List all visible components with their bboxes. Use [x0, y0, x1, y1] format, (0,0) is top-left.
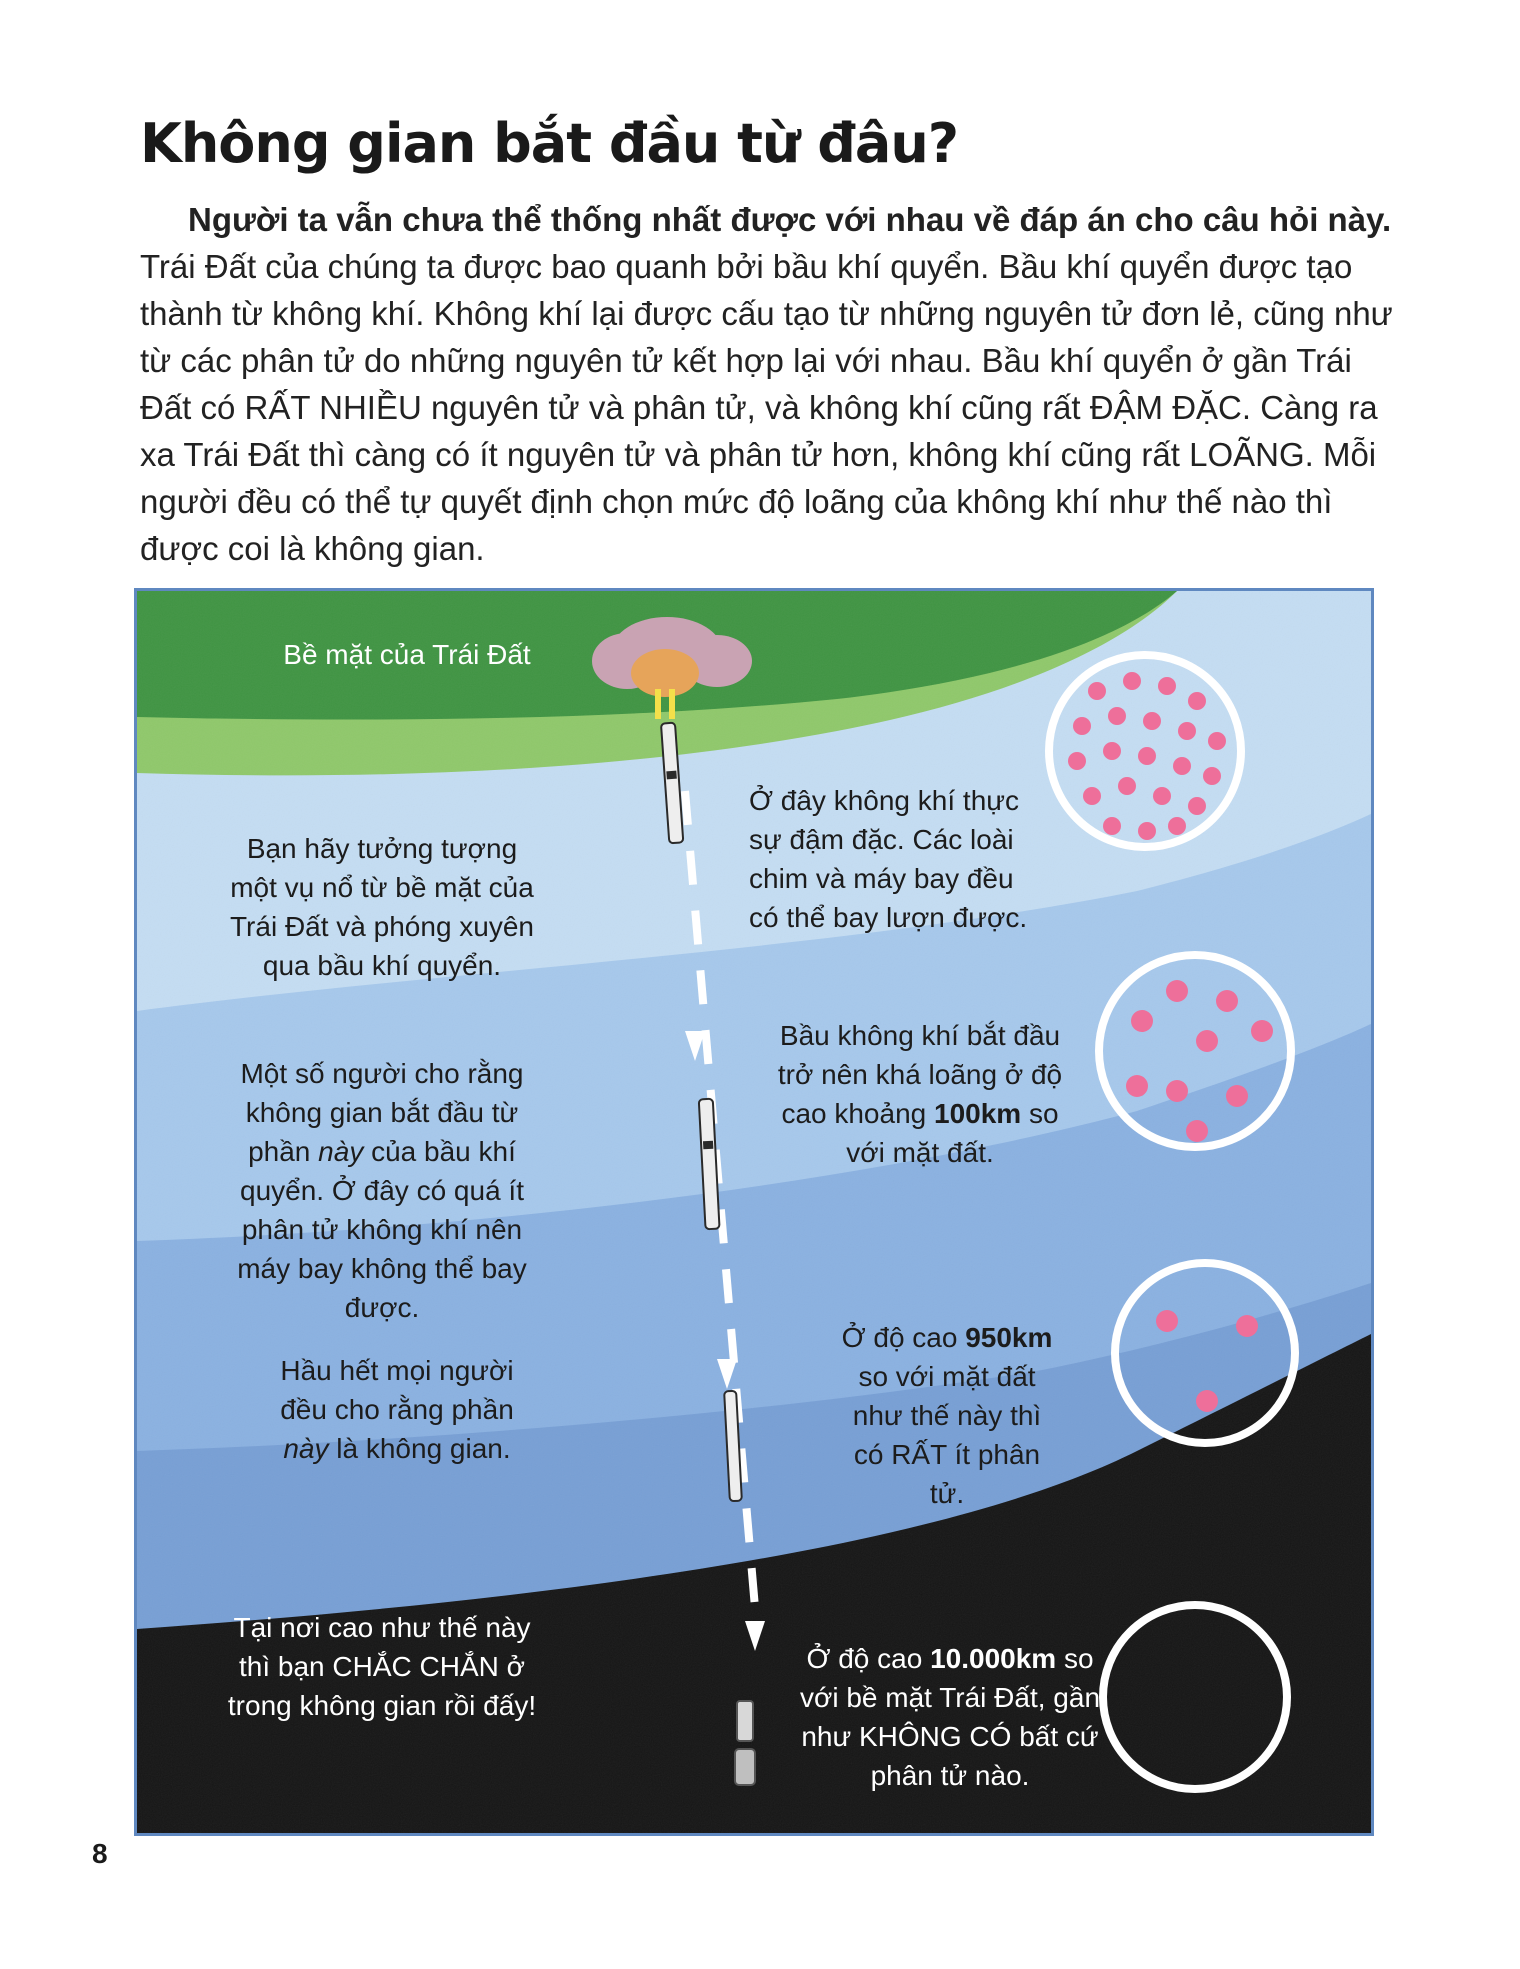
intro-lead: Người ta vẫn chưa thể thống nhất được với nhau về đáp án cho câu hỏi này.: [188, 201, 1392, 238]
caption-100km-value: 100km: [934, 1098, 1022, 1129]
caption-10000km-part2: so với bề mặt Trái Đất, gần như KHÔNG CÓ bất cứ phân tử nào.: [799, 1643, 1101, 1791]
caption-950km-part2: so với mặt đất như thế này thì có RẤT ít phân tử.: [852, 1361, 1042, 1509]
atmosphere-illustration: [134, 588, 1374, 1836]
intro-paragraph: [140, 196, 1410, 572]
caption-10000km: [795, 1639, 1105, 1795]
caption-some-people: [217, 1054, 547, 1327]
caption-most-people-part1: Hầu hết mọi người đều cho rằng phần: [280, 1355, 514, 1425]
caption-some-people-part1: Một số người cho rằng không gian bắt đầu từ phần: [240, 1058, 524, 1167]
caption-100km-part1: Bầu không khí bắt đầu trở nên khá loãng ở độ cao khoảng: [777, 1020, 1063, 1129]
caption-10000km-part1: Ở độ cao: [806, 1643, 931, 1674]
caption-10000km-value: 10.000km: [930, 1643, 1057, 1674]
caption-some-people-part2: của bầu khí quyển. Ở đây có quá ít phân tử không khí nên máy bay không thể bay được.: [237, 1136, 527, 1323]
caption-some-people-emphasis: này: [318, 1136, 364, 1167]
caption-most-people-part2: là không gian.: [328, 1433, 511, 1464]
caption-dense-air: Ở đây không khí thực sự đậm đặc. Các loài chim và máy bay đều có thể bay lượn được.: [749, 785, 1028, 933]
page-title: Không gian bắt đầu từ đâu?: [140, 112, 959, 175]
caption-definitely-space: Tại nơi cao như thế này thì bạn CHẮC CHẮN ở trong không gian rồi đấy!: [227, 1612, 537, 1721]
caption-explosion: Bạn hãy tưởng tượng một vụ nổ từ bề mặt của Trái Đất và phóng xuyên qua bầu khí quyển.: [229, 833, 535, 981]
caption-most-people-emphasis: này: [283, 1433, 329, 1464]
caption-100km-part2: so với mặt đất.: [846, 1098, 1059, 1168]
intro-body: Trái Đất của chúng ta được bao quanh bởi bầu khí quyển. Bầu khí quyển được tạo thành từ không khí. Không khí lại được cấu tạo từ những nguyên tử đơn lẻ, cũng như từ các phân tử do những nguyên tử kết hợp lại với nhau. Bầu khí quyển ở gần Trái Đất có RẤT NHIỀU nguyên tử và phân tử, và không khí cũng rất ĐẬM ĐẶC. Càng ra xa Trái Đất thì càng có ít nguyên tử và phân tử hơn, không khí cũng rất LOÃNG. Mỗi người đều có thể tự quyết định chọn mức độ loãng của không khí như thế nào thì được coi là không gian.: [140, 248, 1393, 567]
page-number: 8: [92, 1838, 108, 1869]
caption-100km: [765, 1016, 1075, 1172]
caption-950km: [837, 1318, 1057, 1513]
surface-label: Bề mặt của Trái Đất: [283, 639, 531, 670]
caption-950km-part1: Ở độ cao: [841, 1322, 966, 1353]
caption-most-people: [277, 1351, 517, 1468]
caption-950km-value: 950km: [965, 1322, 1053, 1353]
